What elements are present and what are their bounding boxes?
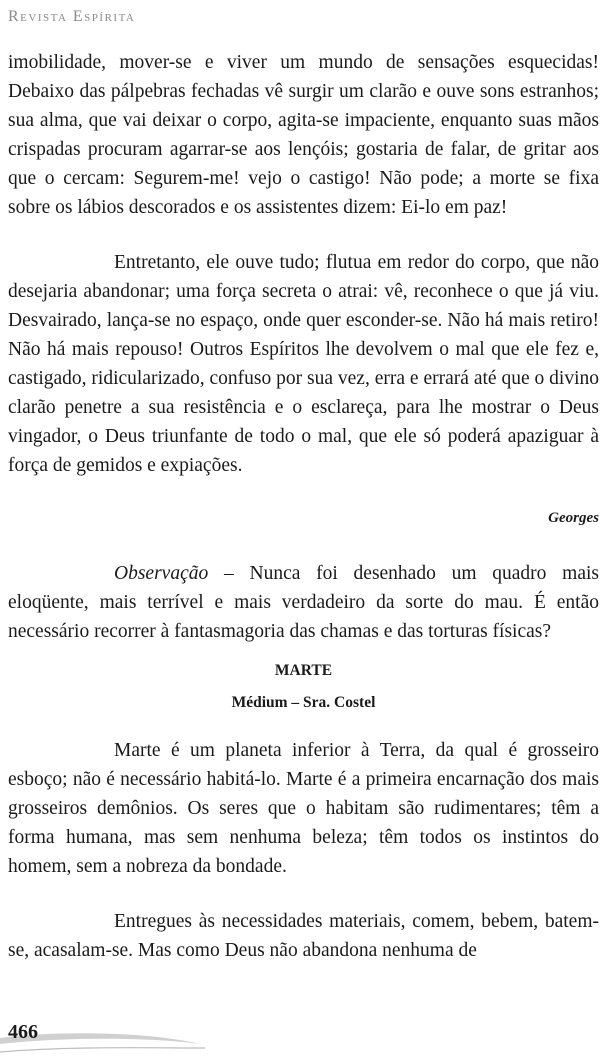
- paragraph-continuation: imobilidade, mover-se e viver um mundo de sensações esquecidas! Debaixo das pálpebras fechadas vê surgir um clarão e ouve sons estranhos; sua alma, que vai deixar o corpo, agita-se impaciente, enquanto suas mãos crispadas procuram agarrar-se aos lençóis; gostaria de falar, de gritar aos que o cercam: Segurem-me! vejo o castigo! Não pode; a morte se fixa sobre os lábios descorados e os assistentes dizem: Ei-lo em paz!: [8, 52, 599, 218]
- paragraph: Entretanto, ele ouve tudo; flutua em redor do corpo, que não desejaria abandonar; uma força secreta o atrai: vê, reconhece o que já viu. Desvairado, lança-se no espaço, onde quer esconder-se. Não há mais retiro! Não há mais repouso! Outros Espíritos lhe devolvem o mal que ele fez e, castigado, ridicularizado, confuso por sua vez, erra e errará até que o divino clarão penetre a sua resistência e o esclareça, para lhe mostrar o Deus vingador, o Deus triunfante de todo o mal, que ele só poderá apaziguar à força de gemidos e expiações.: [8, 252, 599, 476]
- observation-text: – Nunca foi desenhado um quadro mais eloqüente, mais terrível e mais verdadeiro da sorte do mau. É então necessário recorrer à fantasmagoria das chamas e das torturas físicas?: [8, 563, 599, 642]
- signature: Georges: [548, 510, 599, 526]
- section-subtitle: Médium – Sra. Costel: [231, 694, 376, 711]
- running-header: Revista Espírita: [8, 8, 136, 25]
- section-title: MARTE: [274, 662, 333, 679]
- observation-label: Observação: [114, 563, 209, 584]
- paragraph: Marte é um planeta inferior à Terra, da qual é grosseiro esboço; não é necessário habitá-lo. Marte é a primeira encarnação dos mais grosseiros demônios. Os seres que o habitam são rudimentares; têm a forma humana, mas sem nenhuma beleza; têm todos os instintos do homem, sem a nobreza da bondade.: [8, 740, 599, 877]
- page-footer: [0, 1008, 220, 1058]
- observation-paragraph: [8, 559, 599, 646]
- page-body: [8, 48, 599, 965]
- page-number: 466: [8, 1021, 38, 1043]
- paragraph: Entregues às necessidades materiais, comem, bebem, batem-se, acasalam-se. Mas como Deus não abandona nenhuma de: [8, 911, 599, 961]
